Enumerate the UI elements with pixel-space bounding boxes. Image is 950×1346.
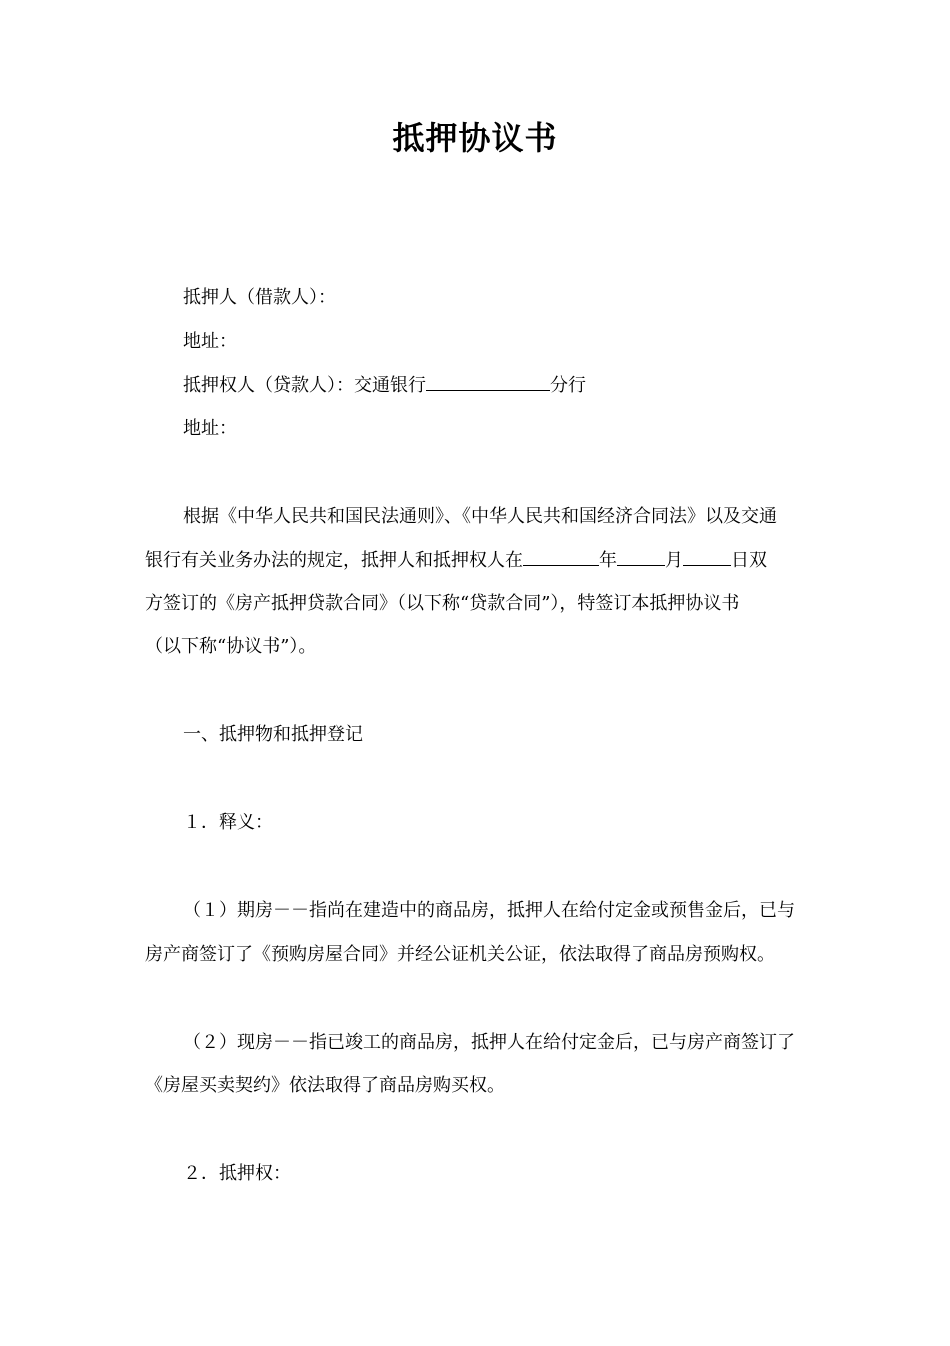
preamble-line-4 [145,633,316,661]
preamble-line-3 [145,590,739,618]
preamble-text-1: 根据《中华人民共和国民法通则》、《中华人民共和国经济合同法》以及交通 [183,506,777,527]
month-label: 月 [665,550,683,571]
year-label: 年 [599,550,617,571]
mortgagee-line [183,371,586,400]
mortgagee-label: 抵押权人（贷款人）：交通银行 [183,375,426,396]
day-label: 日双 [731,550,767,571]
section-heading-text: 一、抵押物和抵押登记 [183,724,363,745]
item-1-heading [183,809,273,837]
address-line-2 [183,415,237,443]
definition-1-text-2: 房产商签订了《预购房屋合同》并经公证机关公证，依法取得了商品房预购权。 [145,944,775,965]
preamble-text-3: 方签订的《房产抵押贷款合同》（以下称“贷款合同”），特签订本抵押协议书 [145,593,740,614]
mortgagor-line [183,284,336,312]
document-title: 抵押协议书 [392,119,558,157]
day-blank [683,546,731,566]
mortgagor-label: 抵押人（借款人）： [183,287,336,308]
year-blank [523,546,599,566]
definition-2-text-2: 《房屋买卖契约》依法取得了商品房购买权。 [145,1075,505,1096]
preamble-text-2: 银行有关业务办法的规定，抵押人和抵押权人在 [145,550,523,571]
preamble-text-4: （以下称“协议书”）。 [145,636,317,657]
address-label-1: 地址： [183,331,237,352]
definition-2-line-1 [183,1029,795,1057]
address-label-2: 地址： [183,418,237,439]
branch-blank [426,371,550,391]
item-2-text: ２．抵押权： [183,1163,291,1184]
definition-2-text-1: （２）现房－－指已竣工的商品房，抵押人在给付定金后，已与房产商签订了 [183,1032,795,1053]
definition-1-line-2 [145,941,775,969]
address-line-1 [183,328,237,356]
mortgagee-suffix: 分行 [550,375,586,396]
section-heading [183,721,363,749]
preamble-line-2 [145,546,767,575]
definition-2-line-2 [145,1072,505,1100]
item-2-heading [183,1160,291,1188]
month-blank [617,546,665,566]
preamble-line-1 [183,503,777,531]
definition-1-text-1: （１）期房－－指尚在建造中的商品房，抵押人在给付定金或预售金后，已与 [183,900,795,921]
definition-1-line-1 [183,897,795,925]
item-1-text: １．释义： [183,812,273,833]
